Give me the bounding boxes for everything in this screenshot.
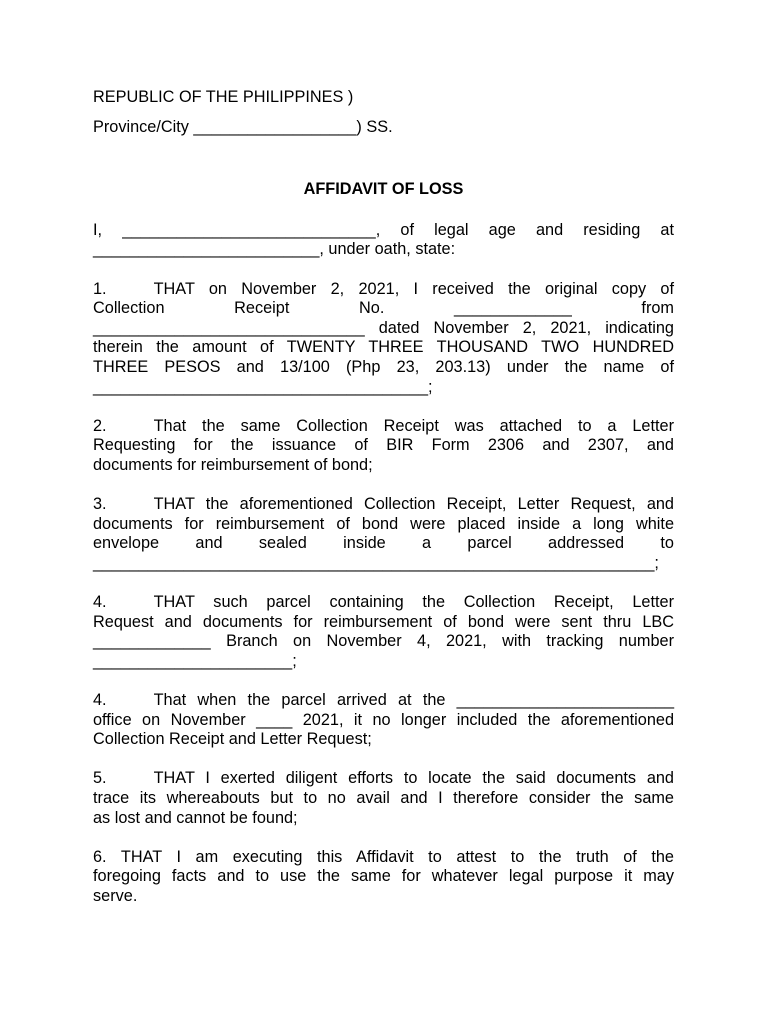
paragraph-line: _____________ Branch on November 4, 2021, with tracking number [93,632,674,651]
paragraph-4 [93,593,674,671]
paragraph-3 [93,495,674,573]
paragraph-line: Requesting for the issuance of BIR Form 2306 and 2307, and [93,436,674,455]
document-page [93,88,674,907]
paragraph-line: serve. [93,886,138,905]
paragraph-line: foregoing facts and to use the same for whatever legal purpose it may [93,867,674,886]
paragraph-line: envelope and sealed inside a parcel addressed to [93,534,674,553]
paragraph-line: Collection Receipt and Letter Request; [93,730,372,749]
paragraph-4b [93,691,674,750]
paragraph-number: 5. [93,769,107,788]
paragraph-line: 3. THAT the aforementioned Collection Receipt, Letter Request, and [93,495,674,514]
paragraph-2 [93,417,674,476]
paragraph-number: 6. [93,847,107,866]
document-title: AFFIDAVIT OF LOSS [303,180,464,199]
paragraph-line: Collection Receipt No. _____________ from [93,299,674,318]
header-republic: REPUBLIC OF THE PHILIPPINES ) [93,88,354,106]
paragraph-line: documents for reimbursement of bond; [93,455,373,474]
paragraph-line: 2. That the same Collection Receipt was attached to a Letter [93,416,674,435]
paragraph-line: 4. THAT such parcel containing the Collection Receipt, Letter [93,593,674,612]
intro-line: _________________________, under oath, state: [93,240,456,259]
paragraph-number: 4. [93,691,107,710]
paragraph-line: _____________________________________; [93,377,433,396]
header-province-city: Province/City __________________) SS. [93,117,393,136]
paragraph-line: ______________________; [93,651,297,670]
paragraph-5 [93,769,674,828]
paragraph-line: office on November ____ 2021, it no longer included the aforementioned [93,710,674,729]
paragraph-line: THREE PESOS and 13/100 (Php 23, 203.13) under the name of [93,357,674,376]
paragraph-line: 6. THAT I am executing this Affidavit to attest to the truth of the [93,847,674,866]
paragraph-line: ______________________________________________________________; [93,553,659,572]
paragraph-line: 4. That when the parcel arrived at the ________________________ [93,691,674,710]
paragraph-number: 1. [93,279,107,298]
paragraph-line: documents for reimbursement of bond were placed inside a long white [93,514,674,533]
paragraph-line: 1. THAT on November 2, 2021, I received the original copy of [93,279,674,298]
intro-paragraph [93,221,674,260]
paragraph-line: 5. THAT I exerted diligent efforts to locate the said documents and [93,769,674,788]
paragraph-line: ______________________________ dated November 2, 2021, indicating [93,318,674,337]
paragraph-line: Request and documents for reimbursement of bond were sent thru LBC [93,612,674,631]
paragraph-number: 3. [93,495,107,514]
paragraph-6 [93,848,674,907]
intro-line: I, ____________________________, of legal age and residing at [93,220,674,239]
paragraph-number: 2. [93,416,107,435]
paragraph-line: therein the amount of TWENTY THREE THOUSAND TWO HUNDRED [93,338,674,357]
paragraph-line: as lost and cannot be found; [93,808,298,827]
paragraph-number: 4. [93,593,107,612]
paragraph-1 [93,280,674,398]
paragraph-line: trace its whereabouts but to no avail and I therefore consider the same [93,789,674,807]
